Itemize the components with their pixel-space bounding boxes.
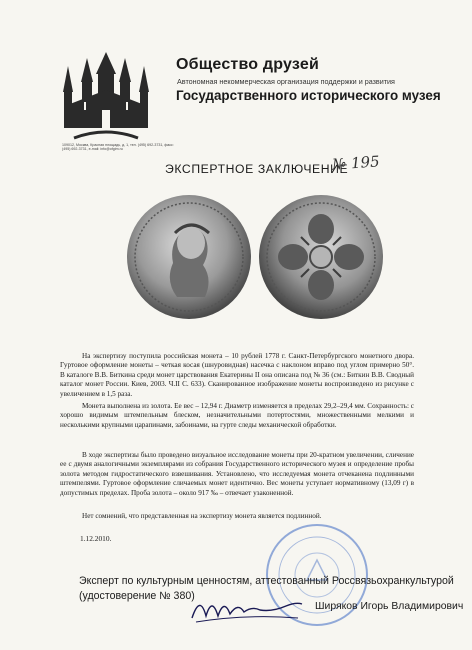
museum-logo-icon [60,52,152,148]
signature-icon [186,588,306,628]
org-museum: Государственного исторического музея [176,88,441,103]
paragraph-conclusion: Нет сомнений, что представленная на экспертизу монета является подлинной. [82,512,322,520]
document-date: 1.12.2010. [80,534,112,543]
paragraph-material: Монета выполнена из золота. Ее вес – 12,94 г. Диаметр изменяется в пределах 29,2–29,4 мм. Сохранность: с хорошо видимым штемпельным блеском, незначительными потертостями, множественными мелкими и несколькими крупными царапинами, забоинами, на гурте следы механической обработки. [60,402,414,429]
coin-obverse-image [125,193,253,321]
coin-reverse-image [257,193,385,321]
expert-certificate: (удостоверение № 380) [79,590,195,602]
org-subtitle: Автономная некоммерческая организация поддержки и развития [177,77,395,86]
expert-name: Ширяков Игорь Владимирович [315,601,464,612]
org-address: 109012, Москва, Красная площадь, д. 1, тел. (495) 692-3731, факс: (495) 692-3731, e-mail: info@ofgim.ru [62,143,174,152]
paragraph-examination: В ходе экспертизы было проведено визуальное исследование монеты при 20-кратном увеличении, сличение ее с двумя аналогичными экземплярами из собрания Государственного исторического музея и определение пробы золота методом гидростатического взвешивания. Установлено, что исследуемая монета отчеканена подлинными штемпелями. Гуртовое оформление сличаемых монет идентично. Вес монеты уступает нормативному (13,09 г) в допустимых пределах. Проба золота – около 917 ‰ – отвечает узаконенной. [60,451,414,497]
org-title: Общество друзей [176,56,319,73]
document-title: ЭКСПЕРТНОЕ ЗАКЛЮЧЕНИЕ [165,162,349,176]
expert-credentials: Эксперт по культурным ценностям, аттестованный Россвязьохранкультурой [79,575,454,587]
document-number: № 195 [331,152,381,174]
paragraph-description: На экспертизу поступила российская монета – 10 рублей 1778 г. Санкт-Петербургского монетного двора. Гуртовое оформление монеты – четкая косая (шнуровидная) насечка с наклоном вправо под углом примерно 50°. В каталоге В.В. Биткина среди монет царствования Екатерины II она описана под № 36 (см.: Биткин В.В. Сводный каталог монет России. Киев, 2003. Ч.II С. 633). Сканированное изображение монеты воспроизведено из рисунке с увеличением в 1,5 раза. [60,352,414,398]
